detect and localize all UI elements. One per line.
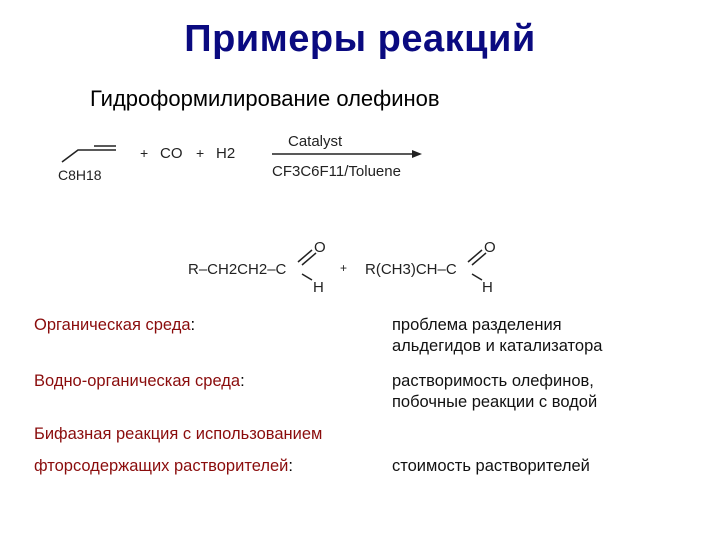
product2-hydrogen: H xyxy=(482,279,493,296)
product2-oxygen: O xyxy=(484,239,496,256)
product1-oxygen: O xyxy=(314,239,326,256)
product1-hydrogen: H xyxy=(313,279,324,296)
value-line: проблема разделения xyxy=(392,316,562,334)
value-line: альдегидов и катализатора xyxy=(392,337,603,355)
plus-sign: + xyxy=(340,261,348,275)
catalyst-label: Catalyst xyxy=(288,133,343,150)
row-label-biphasic-line1: Бифазная реакция с использованием xyxy=(34,425,323,443)
reaction-arrow xyxy=(272,150,422,158)
slide-subtitle: Гидроформилирование олефинов xyxy=(90,86,440,111)
plus-sign: + xyxy=(196,145,205,161)
reaction-scheme xyxy=(0,120,720,305)
row-value-aqueous xyxy=(392,371,692,413)
product2-formula: R(CH3)CH–C xyxy=(365,261,457,278)
olefin-structure xyxy=(62,146,116,162)
solvent-label: CF3C6F11/Toluene xyxy=(272,163,401,180)
product1-formula: R–CH2CH2–C xyxy=(188,261,287,278)
row-value-biphasic: стоимость растворителей xyxy=(392,457,590,475)
row-label-aqueous: Водно-органическая среда: xyxy=(34,372,245,390)
row-value-organic xyxy=(392,315,692,357)
value-line: растворимость олефинов, xyxy=(392,372,594,390)
row-label-biphasic-line2: фторсодержащих растворителей: xyxy=(34,457,293,475)
reactant-formula: C8H18 xyxy=(58,167,102,183)
h2-formula: H2 xyxy=(216,145,236,162)
co-formula: CO xyxy=(160,145,183,162)
plus-sign: + xyxy=(140,145,149,161)
row-label-organic: Органическая среда: xyxy=(34,316,196,334)
slide-title: Примеры реакций xyxy=(184,18,536,60)
value-line: побочные реакции с водой xyxy=(392,393,598,411)
